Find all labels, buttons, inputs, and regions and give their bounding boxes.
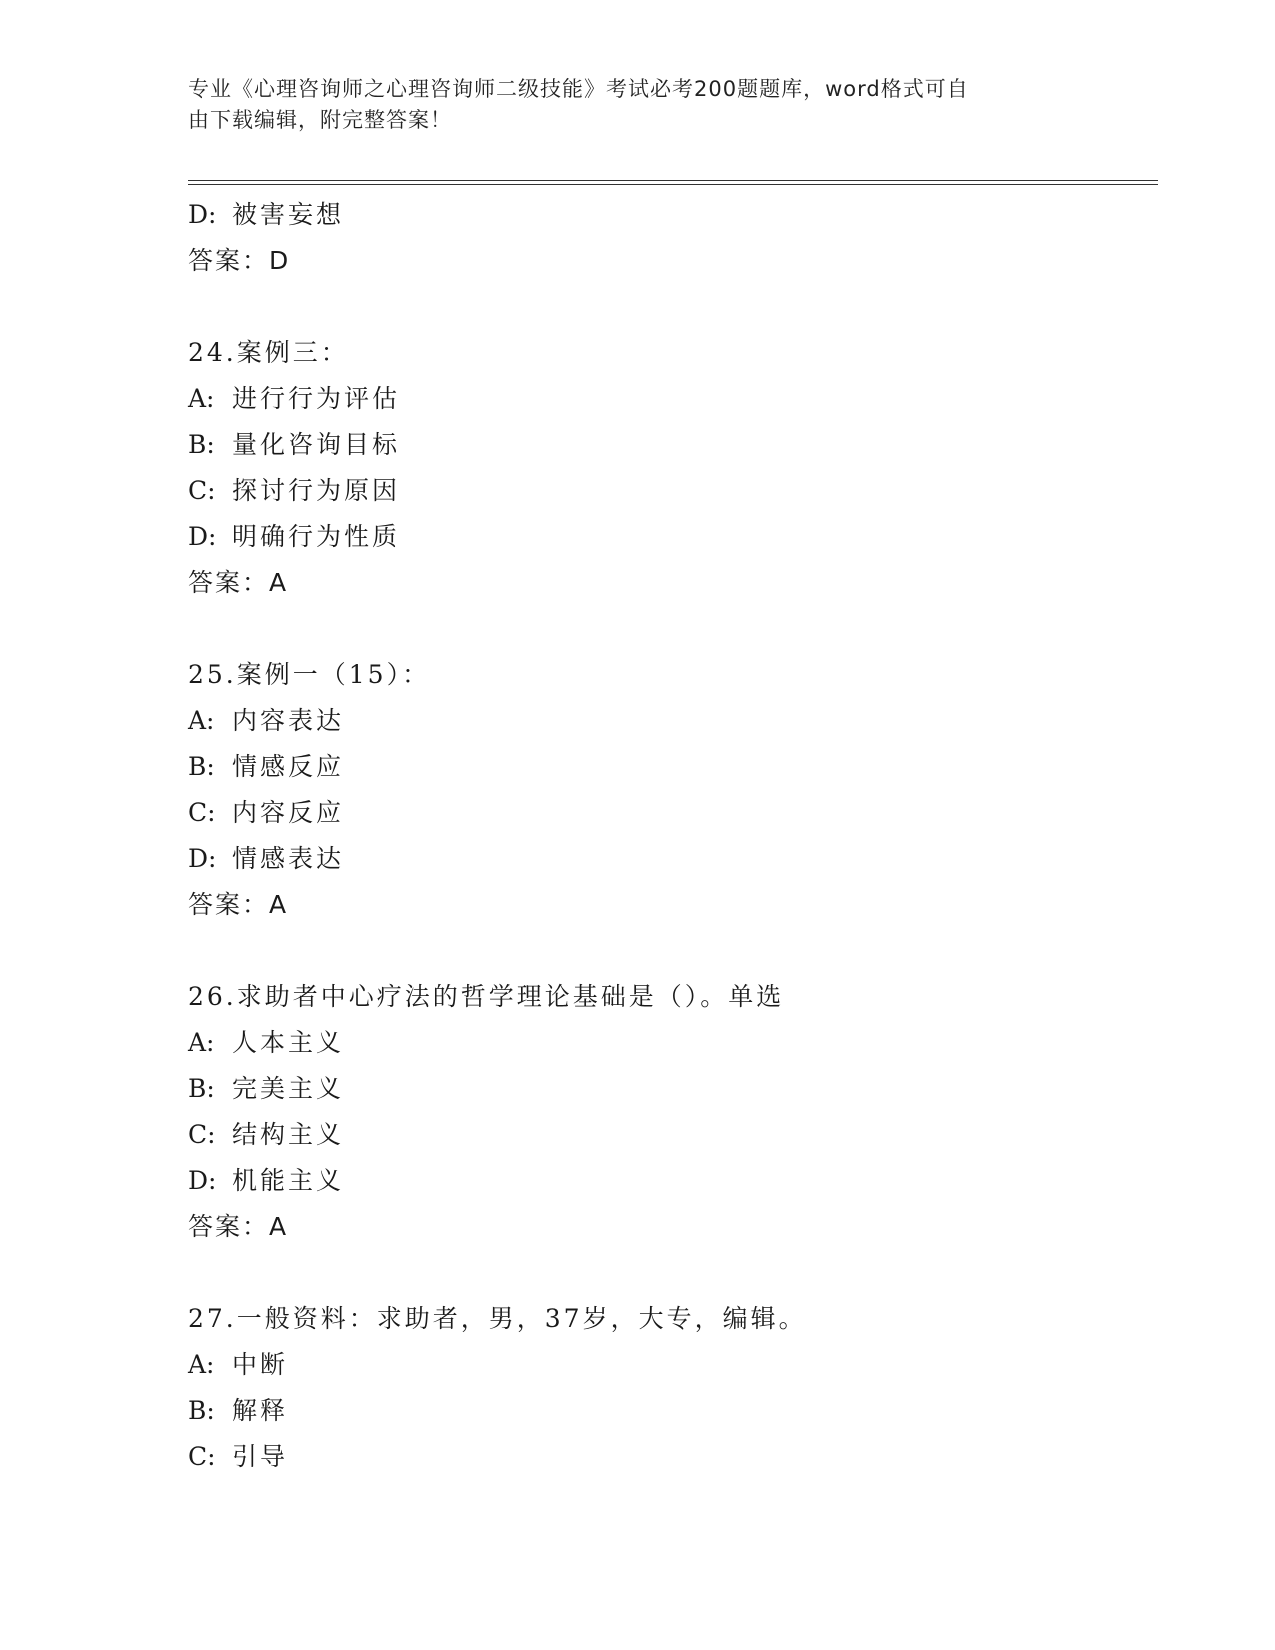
option-letter: B: [188, 430, 215, 459]
option-line [188, 192, 1158, 238]
option-letter: C: [188, 1120, 216, 1149]
option-line [188, 1066, 1158, 1112]
answer-line: 答案：A [188, 890, 289, 919]
option-text: 进行行为评估 [232, 384, 401, 413]
option-letter: D: [188, 200, 217, 229]
spacer [188, 1250, 1158, 1296]
option-line [188, 1158, 1158, 1204]
option-line [188, 1388, 1158, 1434]
option-text: 被害妄想 [232, 200, 345, 229]
option-text: 情感表达 [232, 844, 345, 873]
option-letter: A: [188, 384, 215, 413]
question-stem: 27.一般资料：求助者，男，37岁，大专，编辑。 [188, 1304, 807, 1333]
option-text: 完美主义 [232, 1074, 345, 1103]
option-text: 结构主义 [232, 1120, 345, 1149]
spacer [188, 928, 1158, 974]
option-letter: C: [188, 1442, 216, 1471]
option-line [188, 422, 1158, 468]
option-text: 情感反应 [232, 752, 345, 781]
option-line [188, 376, 1158, 422]
answer-line: 答案：D [188, 246, 291, 275]
header-divider-bottom [188, 184, 1158, 185]
spacer [188, 284, 1158, 330]
option-text: 量化咨询目标 [232, 430, 401, 459]
option-letter: D: [188, 522, 217, 551]
option-letter: C: [188, 476, 216, 505]
option-letter: B: [188, 1074, 215, 1103]
option-text: 内容反应 [232, 798, 345, 827]
option-text: 人本主义 [232, 1028, 345, 1057]
answer-line: 答案：A [188, 1212, 289, 1241]
option-text: 探讨行为原因 [232, 476, 401, 505]
option-line [188, 1342, 1158, 1388]
option-text: 机能主义 [232, 1166, 345, 1195]
option-line [188, 790, 1158, 836]
option-line [188, 744, 1158, 790]
option-line [188, 514, 1158, 560]
header-line-1: 专业《心理咨询师之心理咨询师二级技能》考试必考200题题库，word格式可自 [188, 77, 969, 101]
option-letter: A: [188, 1350, 215, 1379]
document-header [188, 74, 1068, 136]
question-stem: 24.案例三： [188, 338, 349, 367]
option-line [188, 698, 1158, 744]
option-letter: A: [188, 1028, 215, 1057]
option-letter: B: [188, 1396, 215, 1425]
option-line [188, 1112, 1158, 1158]
option-line [188, 1434, 1158, 1480]
option-text: 中断 [232, 1350, 289, 1379]
option-text: 解释 [232, 1396, 289, 1425]
option-letter: B: [188, 752, 215, 781]
option-letter: D: [188, 1166, 217, 1195]
question-stem: 26.求助者中心疗法的哲学理论基础是（）。单选 [188, 982, 785, 1011]
option-letter: A: [188, 706, 215, 735]
option-text: 明确行为性质 [232, 522, 401, 551]
option-letter: D: [188, 844, 217, 873]
header-line-2: 由下载编辑，附完整答案！ [188, 108, 452, 132]
header-divider-top [188, 180, 1158, 181]
answer-line: 答案：A [188, 568, 289, 597]
option-letter: C: [188, 798, 216, 827]
option-line [188, 468, 1158, 514]
spacer [188, 606, 1158, 652]
question-content [188, 192, 1158, 1480]
option-text: 内容表达 [232, 706, 345, 735]
option-line [188, 836, 1158, 882]
option-line [188, 1020, 1158, 1066]
question-stem: 25.案例一（15）： [188, 660, 431, 689]
option-text: 引导 [232, 1442, 289, 1471]
